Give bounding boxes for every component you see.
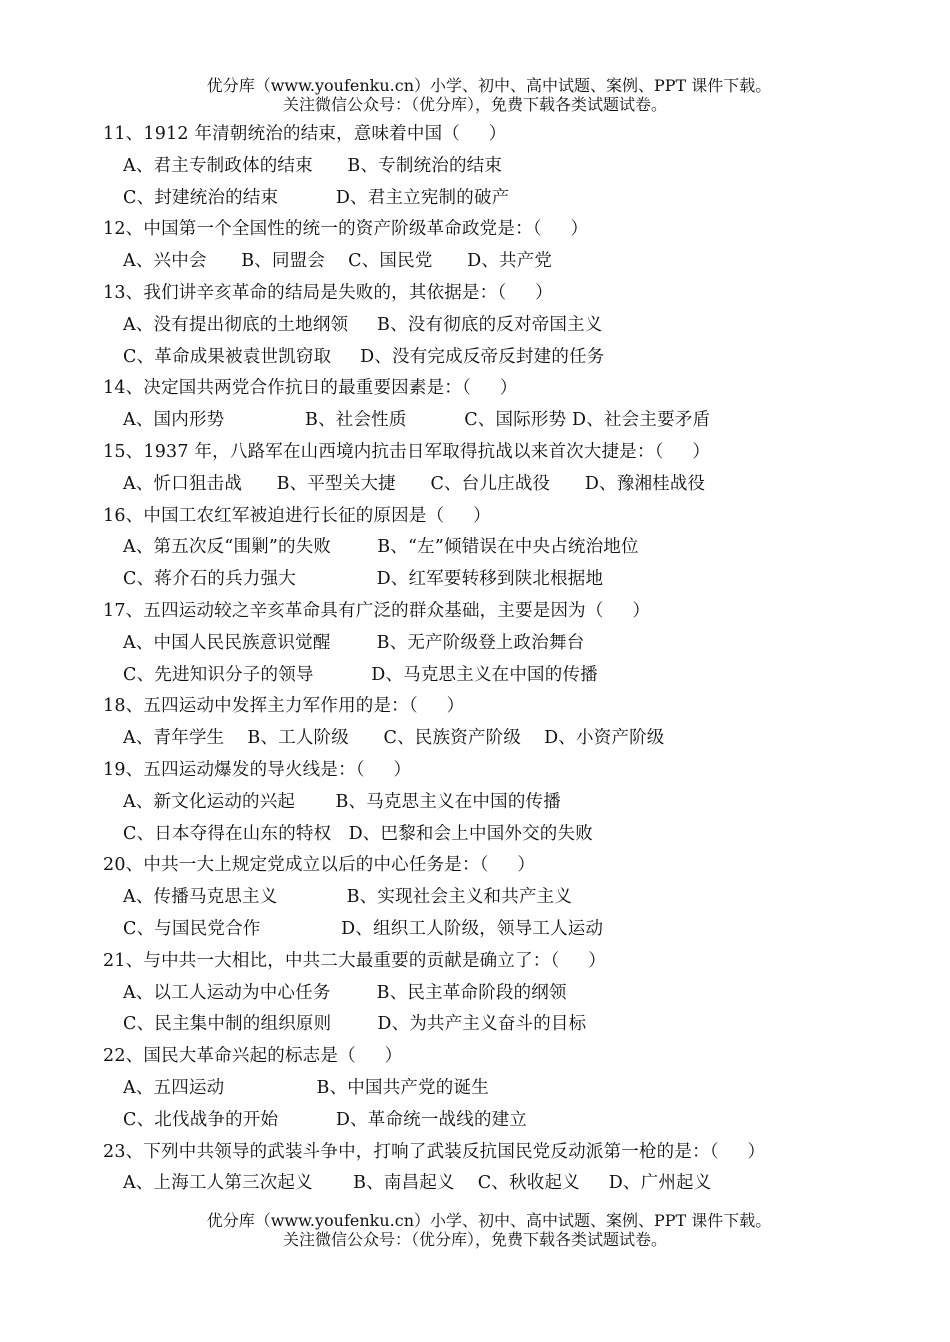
question-options: C、先进知识分子的领导 D、马克思主义在中国的传播 bbox=[123, 664, 598, 685]
question-12 bbox=[103, 214, 903, 278]
question-options: A、没有提出彻底的土地纲领 B、没有彻底的反对帝国主义 bbox=[123, 314, 603, 335]
question-stem: 20、中共一大上规定党成立以后的中心任务是：（ ） bbox=[103, 855, 536, 876]
footer-line-1: 优分库（www.youfenku.cn）小学、初中、高中试题、案例、PPT 课件下载。 bbox=[206, 1211, 772, 1230]
question-stem: 21、与中共一大相比，中共二大最重要的贡献是确立了：（ ） bbox=[103, 950, 606, 971]
question-options: C、北伐战争的开始 D、革命统一战线的建立 bbox=[123, 1109, 528, 1130]
question-options: C、革命成果被袁世凯窃取 D、没有完成反帝反封建的任务 bbox=[123, 346, 605, 367]
question-stem: 16、中国工农红军被迫进行长征的原因是（ ） bbox=[103, 505, 491, 526]
question-options: A、第五次反“围剿”的失败 B、“左”倾错误在中央占统治地位 bbox=[123, 537, 639, 558]
question-options: A、忻口狙击战 B、平型关大捷 C、台儿庄战役 D、豫湘桂战役 bbox=[123, 473, 706, 494]
question-options: A、君主专制政体的结束 B、专制统治的结束 bbox=[123, 155, 503, 176]
question-options: A、五四运动 B、中国共产党的诞生 bbox=[123, 1077, 489, 1098]
header-line-1: 优分库（www.youfenku.cn）小学、初中、高中试题、案例、PPT 课件下载。 bbox=[206, 76, 772, 95]
question-stem: 19、五四运动爆发的导火线是：（ ） bbox=[103, 759, 412, 780]
question-stem: 13、我们讲辛亥革命的结局是失败的，其依据是：（ ） bbox=[103, 282, 553, 303]
question-options: C、封建统治的结束 D、君主立宪制的破产 bbox=[123, 187, 510, 208]
question-21 bbox=[103, 946, 903, 1041]
question-stem: 12、中国第一个全国性的统一的资产阶级革命政党是：（ ） bbox=[103, 219, 589, 240]
question-list bbox=[103, 119, 903, 1200]
question-14 bbox=[103, 373, 903, 437]
question-stem: 22、国民大革命兴起的标志是（ ） bbox=[103, 1046, 403, 1067]
question-options: C、与国民党合作 D、组织工人阶级，领导工人运动 bbox=[123, 918, 604, 939]
question-options: C、民主集中制的组织原则 D、为共产主义奋斗的目标 bbox=[123, 1014, 587, 1035]
question-18 bbox=[103, 691, 903, 755]
question-19 bbox=[103, 755, 903, 850]
question-stem: 14、决定国共两党合作抗日的最重要因素是：（ ） bbox=[103, 378, 518, 399]
question-16 bbox=[103, 501, 903, 596]
question-stem: 23、下列中共领导的武装斗争中，打响了武装反抗国民党反动派第一枪的是：（ ） bbox=[103, 1141, 766, 1162]
question-17 bbox=[103, 596, 903, 691]
question-13 bbox=[103, 278, 903, 373]
question-22 bbox=[103, 1041, 903, 1136]
question-20 bbox=[103, 850, 903, 945]
question-options: A、上海工人第三次起义 B、南昌起义 C、秋收起义 D、广州起义 bbox=[123, 1173, 712, 1194]
question-options: C、日本夺得在山东的特权 D、巴黎和会上中国外交的失败 bbox=[123, 823, 593, 844]
question-options: A、青年学生 B、工人阶级 C、民族资产阶级 D、小资产阶级 bbox=[123, 728, 665, 749]
question-options: A、传播马克思主义 B、实现社会主义和共产主义 bbox=[123, 887, 573, 908]
question-options: A、新文化运动的兴起 B、马克思主义在中国的传播 bbox=[123, 791, 561, 812]
question-stem: 17、五四运动较之辛亥革命具有广泛的群众基础，主要是因为（ ） bbox=[103, 600, 651, 621]
question-15 bbox=[103, 437, 903, 501]
footer-line-2: 关注微信公众号：（优分库），免费下载各类试题试卷。 bbox=[282, 1230, 667, 1249]
header-banner bbox=[0, 76, 950, 114]
question-options: A、中国人民民族意识觉醒 B、无产阶级登上政治舞台 bbox=[123, 632, 585, 653]
question-stem: 15、1937 年，八路军在山西境内抗击日军取得抗战以来首次大捷是：（ ） bbox=[103, 441, 711, 462]
question-23 bbox=[103, 1137, 903, 1201]
footer-banner bbox=[0, 1211, 950, 1249]
question-options: A、国内形势 B、社会性质 C、国际形势 D、社会主要矛盾 bbox=[123, 410, 711, 431]
question-options: A、兴中会 B、同盟会 C、国民党 D、共产党 bbox=[123, 251, 553, 272]
question-options: A、以工人运动为中心任务 B、民主革命阶段的纲领 bbox=[123, 982, 567, 1003]
question-options: C、蒋介石的兵力强大 D、红军要转移到陕北根据地 bbox=[123, 569, 604, 590]
question-stem: 18、五四运动中发挥主力军作用的是：（ ） bbox=[103, 696, 465, 717]
question-stem: 11、1912 年清朝统治的结束，意味着中国（ ） bbox=[103, 124, 507, 144]
question-11 bbox=[103, 119, 903, 214]
header-line-2: 关注微信公众号：（优分库），免费下载各类试题试卷。 bbox=[282, 95, 667, 114]
